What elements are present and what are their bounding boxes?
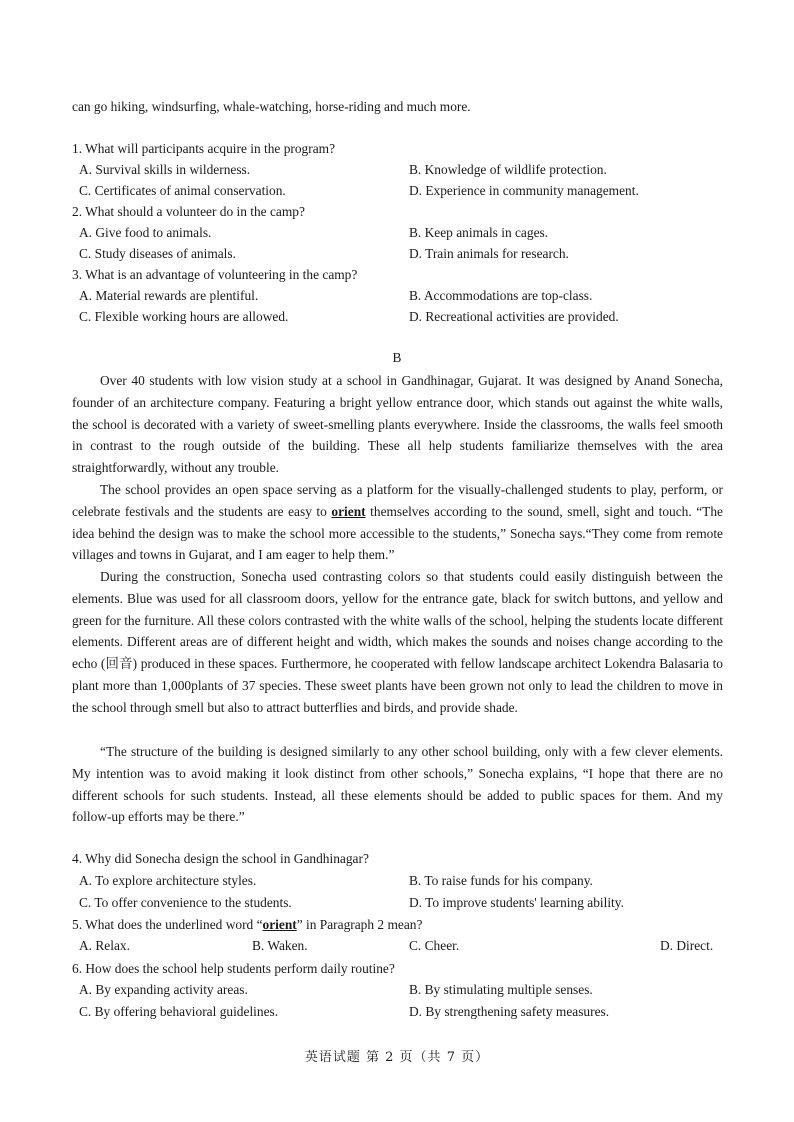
question-2-option-d: D. Train animals for research.: [409, 246, 569, 261]
question-1-option-c: C. Certificates of animal conservation.: [79, 183, 286, 198]
paragraph-1-text: Over 40 students with low vision study at a school in Gandhinagar, Gujarat. It was designed by Anand Sonecha, founder of an architecture company. Featuring a bright yellow entrance door, which stands out against the white walls, the school is decorated with a variety of sweet-smelling plants everywhere. Inside the classrooms, the walls feel smooth in contrast to the rough outside of the building. These all help students familiarize themselves with the area straightforwardly, without any trouble.: [72, 373, 723, 476]
passage-paragraph-4: [72, 741, 723, 828]
question-5-stem-after: ” in Paragraph 2 mean?: [296, 917, 423, 932]
section-b-heading: B: [392, 350, 402, 365]
question-5-option-d: D. Direct.: [660, 938, 714, 953]
question-3-option-a: A. Material rewards are plentiful.: [79, 288, 259, 303]
question-5-option-b: B. Waken.: [252, 938, 308, 953]
question-3-option-c: C. Flexible working hours are allowed.: [79, 309, 289, 324]
paragraph-2-text: [72, 479, 723, 566]
question-6-option-c: C. By offering behavioral guidelines.: [79, 1004, 279, 1019]
question-5-option-a: A. Relax.: [79, 938, 130, 953]
question-1-option-b: B. Knowledge of wildlife protection.: [409, 162, 607, 177]
paragraph-2-text-before: The school provides an open space serving as a platform for the visually-challenged students to play, perform, or celebrate festivals and the students are easy to: [72, 482, 723, 519]
question-6-option-b: B. By stimulating multiple senses.: [409, 982, 593, 997]
question-1-option-d: D. Experience in community management.: [409, 183, 639, 198]
passage-paragraph-2: [72, 479, 723, 566]
question-3-option-b: B. Accommodations are top-class.: [409, 288, 593, 303]
question-3-option-d: D. Recreational activities are provided.: [409, 309, 619, 324]
paragraph-4-text: “The structure of the building is designed similarly to any other school building, only with a few clever elements. My intention was to avoid making it look distinct from other schools,” Sonecha explains, “I hope that there are no different schools for such students. Instead, all these elements should be added to public spaces for them. And my follow-up efforts may be there.”: [72, 744, 723, 825]
paragraph-2-text-after: themselves according to the sound, smell, sight and touch. “The idea behind the design was to make the school more accessible to the students,” Sonecha says.“They come from remote villages and towns in Gujarat, and I am eager to help them.”: [72, 503, 723, 563]
question-4-option-d: D. To improve students' learning ability.: [409, 895, 624, 910]
paragraph-3-text: During the construction, Sonecha used contrasting colors so that students could easily distinguish between the elements. Blue was used for all classroom doors, yellow for the entrance gate, black for switch buttons, and yellow and green for the furniture. All these colors contrasted with the white walls of the school, helping the students locate different elements. Different areas are of different height and width, which makes the sounds and noises change according to the echo (回音) produced in these spaces. Furthermore, he cooperated with fellow landscape architect Lokendra Balasaria to plant more than 1,000plants of 37 species. These sweet plants have been grown not only to lead the children to move in the school through smell but also to attract butterflies and birds, and provide shade.: [72, 569, 723, 715]
question-5-stem: [72, 917, 422, 933]
question-2-stem: 2. What should a volunteer do in the camp?: [72, 204, 305, 219]
question-4-stem: 4. Why did Sonecha design the school in Gandhinagar?: [72, 851, 369, 866]
question-3-stem: 3. What is an advantage of volunteering in the camp?: [72, 267, 358, 282]
page-footer: 英语试题 第 2 页（共 7 页）: [304, 1050, 490, 1065]
passage-paragraph-3: [72, 566, 723, 719]
question-4-option-a: A. To explore architecture styles.: [79, 873, 257, 888]
continuation-line: can go hiking, windsurfing, whale-watching, horse-riding and much more.: [72, 99, 471, 114]
question-2-option-a: A. Give food to animals.: [79, 225, 212, 240]
question-4-option-c: C. To offer convenience to the students.: [79, 895, 292, 910]
question-5-underlined-word: orient: [262, 917, 297, 932]
question-2-option-b: B. Keep animals in cages.: [409, 225, 549, 240]
underlined-word-orient: orient: [331, 503, 366, 519]
question-6-stem: 6. How does the school help students perform daily routine?: [72, 961, 395, 976]
question-1-option-a: A. Survival skills in wilderness.: [79, 162, 251, 177]
passage-paragraph-1: [72, 370, 723, 479]
question-5-stem-before: 5. What does the underlined word “: [72, 917, 263, 932]
question-4-option-b: B. To raise funds for his company.: [409, 873, 593, 888]
question-6-option-d: D. By strengthening safety measures.: [409, 1004, 610, 1019]
question-6-option-a: A. By expanding activity areas.: [79, 982, 248, 997]
question-2-option-c: C. Study diseases of animals.: [79, 246, 236, 261]
question-5-option-c: C. Cheer.: [409, 938, 460, 953]
question-1-stem: 1. What will participants acquire in the program?: [72, 141, 336, 156]
